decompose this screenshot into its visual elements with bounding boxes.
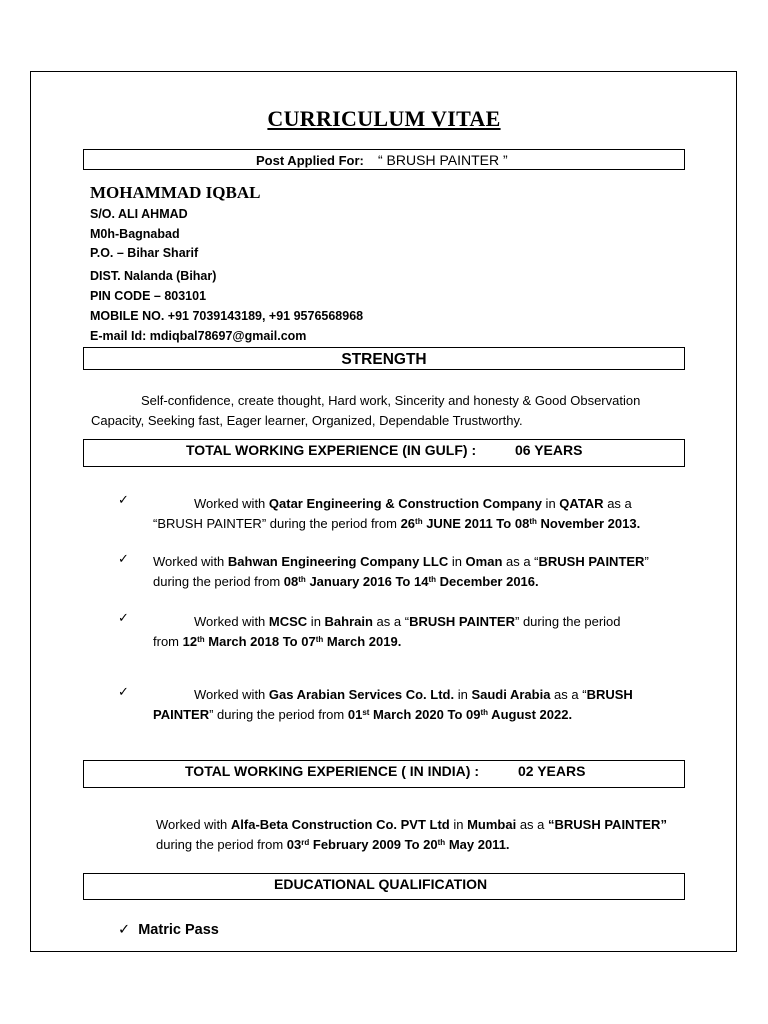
document-title: CURRICULUM VITAE: [267, 106, 501, 131]
gulf-job-2-line-2: during the period from 08th January 2016 To 14th December 2016.: [153, 574, 539, 589]
gulf-job-3-line-2: from 12th March 2018 To 07th March 2019.: [153, 634, 402, 649]
gulf-job-2-line-1: Worked with Bahwan Engineering Company LLC in Oman as a “BRUSH PAINTER”: [153, 554, 649, 569]
email-id: E-mail Id: mdiqbal78697@gmail.com: [90, 329, 307, 343]
india-job-line-2: during the period from 03rd February 2009 To 20th May 2011.: [156, 837, 510, 852]
gulf-job-4-line-2: PAINTER” during the period from 01st March 2020 To 09th August 2022.: [153, 707, 573, 722]
india-experience-heading: TOTAL WORKING EXPERIENCE ( IN INDIA) :: [185, 763, 480, 779]
education-box: [83, 873, 685, 900]
strength-text-line-2: Capacity, Seeking fast, Eager learner, Organized, Dependable Trustworthy.: [91, 413, 523, 428]
gulf-job-1-line-1: Worked with Qatar Engineering & Construction Company in QATAR as a: [194, 496, 632, 511]
gulf-experience-box: [83, 439, 685, 467]
mobile-numbers: MOBILE NO. +91 7039143189, +91 9576568968: [90, 309, 364, 323]
gulf-job-1-line-2: “BRUSH PAINTER” during the period from 26th JUNE 2011 To 08th November 2013.: [153, 516, 641, 531]
address-pin-code: PIN CODE – 803101: [90, 289, 207, 303]
india-experience-years: 02 YEARS: [518, 763, 586, 779]
gulf-experience-years: 06 YEARS: [515, 442, 583, 458]
education-item-label: Matric Pass: [138, 922, 219, 938]
address-district: DIST. Nalanda (Bihar): [90, 269, 217, 283]
check-icon: ✓: [118, 551, 129, 566]
gulf-experience-heading: TOTAL WORKING EXPERIENCE (IN GULF) :: [186, 442, 477, 458]
india-experience-box: [83, 760, 685, 788]
check-icon: ✓: [118, 492, 129, 507]
address-locality: M0h-Bagnabad: [90, 227, 180, 241]
check-icon: ✓: [118, 684, 129, 699]
post-applied-box: [83, 149, 685, 170]
address-post-office: P.O. – Bihar Sharif: [90, 246, 199, 260]
candidate-name: MOHAMMAD IQBAL: [90, 183, 261, 202]
father-name: S/O. ALI AHMAD: [90, 207, 188, 221]
education-heading: EDUCATIONAL QUALIFICATION: [274, 876, 488, 892]
post-applied-label: Post Applied For:: [256, 153, 364, 168]
india-job-line-1: Worked with Alfa-Beta Construction Co. PVT Ltd in Mumbai as a “BRUSH PAINTER”: [156, 817, 667, 832]
post-applied-value: “ BRUSH PAINTER ”: [378, 152, 508, 168]
gulf-job-3-line-1: Worked with MCSC in Bahrain as a “BRUSH PAINTER” during the period: [194, 614, 621, 629]
check-icon: ✓: [118, 610, 129, 625]
education-item: [118, 922, 219, 938]
check-icon: ✓: [118, 922, 131, 938]
strength-heading: STRENGTH: [83, 347, 685, 370]
gulf-job-4-line-1: Worked with Gas Arabian Services Co. Ltd. in Saudi Arabia as a “BRUSH: [194, 687, 633, 702]
strength-text-line-1: Self-confidence, create thought, Hard work, Sincerity and honesty & Good Observation: [141, 393, 641, 408]
